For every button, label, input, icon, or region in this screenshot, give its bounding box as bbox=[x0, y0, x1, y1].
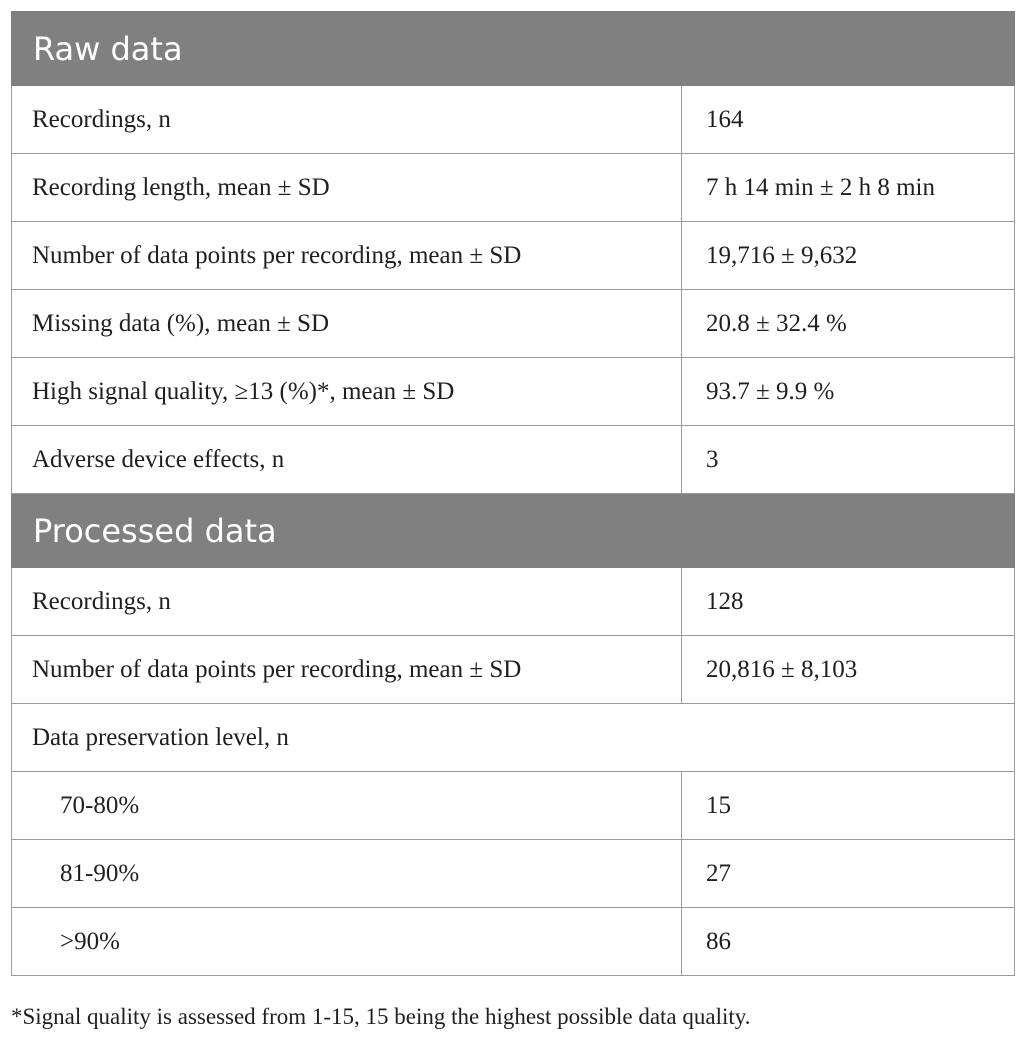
row-label: Missing data (%), mean ± SD bbox=[12, 290, 682, 358]
row-label: Data preservation level, n bbox=[12, 704, 1015, 772]
table-row bbox=[12, 154, 1015, 222]
table-row bbox=[12, 908, 1015, 976]
row-value: 7 h 14 min ± 2 h 8 min bbox=[682, 154, 1015, 222]
table-row bbox=[12, 568, 1015, 636]
row-value: 15 bbox=[682, 772, 1015, 840]
row-value: 19,716 ± 9,632 bbox=[682, 222, 1015, 290]
table-row bbox=[12, 636, 1015, 704]
table-row bbox=[12, 290, 1015, 358]
table-row bbox=[12, 222, 1015, 290]
row-label: Number of data points per recording, mean ± SD bbox=[12, 636, 682, 704]
table-row bbox=[12, 840, 1015, 908]
table-row bbox=[12, 358, 1015, 426]
row-value: 93.7 ± 9.9 % bbox=[682, 358, 1015, 426]
data-summary-table bbox=[11, 11, 1015, 976]
row-value: 128 bbox=[682, 568, 1015, 636]
table-row bbox=[12, 772, 1015, 840]
row-value: 20,816 ± 8,103 bbox=[682, 636, 1015, 704]
row-label: 81-90% bbox=[12, 840, 682, 908]
section-title: Raw data bbox=[12, 12, 1015, 86]
row-label: Number of data points per recording, mean ± SD bbox=[12, 222, 682, 290]
row-label: Adverse device effects, n bbox=[12, 426, 682, 494]
row-value: 3 bbox=[682, 426, 1015, 494]
table-row bbox=[12, 426, 1015, 494]
row-label: Recording length, mean ± SD bbox=[12, 154, 682, 222]
section-header-raw bbox=[12, 12, 1015, 86]
row-label: >90% bbox=[12, 908, 682, 976]
row-label: High signal quality, ≥13 (%)*, mean ± SD bbox=[12, 358, 682, 426]
row-label: 70-80% bbox=[12, 772, 682, 840]
table-row-group-label bbox=[12, 704, 1015, 772]
row-value: 86 bbox=[682, 908, 1015, 976]
section-header-processed bbox=[12, 494, 1015, 568]
section-title: Processed data bbox=[12, 494, 1015, 568]
row-value: 27 bbox=[682, 840, 1015, 908]
table-row bbox=[12, 86, 1015, 154]
table-footnote: *Signal quality is assessed from 1-15, 15 being the highest possible data quality. bbox=[11, 1004, 751, 1029]
row-value: 20.8 ± 32.4 % bbox=[682, 290, 1015, 358]
row-label: Recordings, n bbox=[12, 568, 682, 636]
row-label: Recordings, n bbox=[12, 86, 682, 154]
row-value: 164 bbox=[682, 86, 1015, 154]
